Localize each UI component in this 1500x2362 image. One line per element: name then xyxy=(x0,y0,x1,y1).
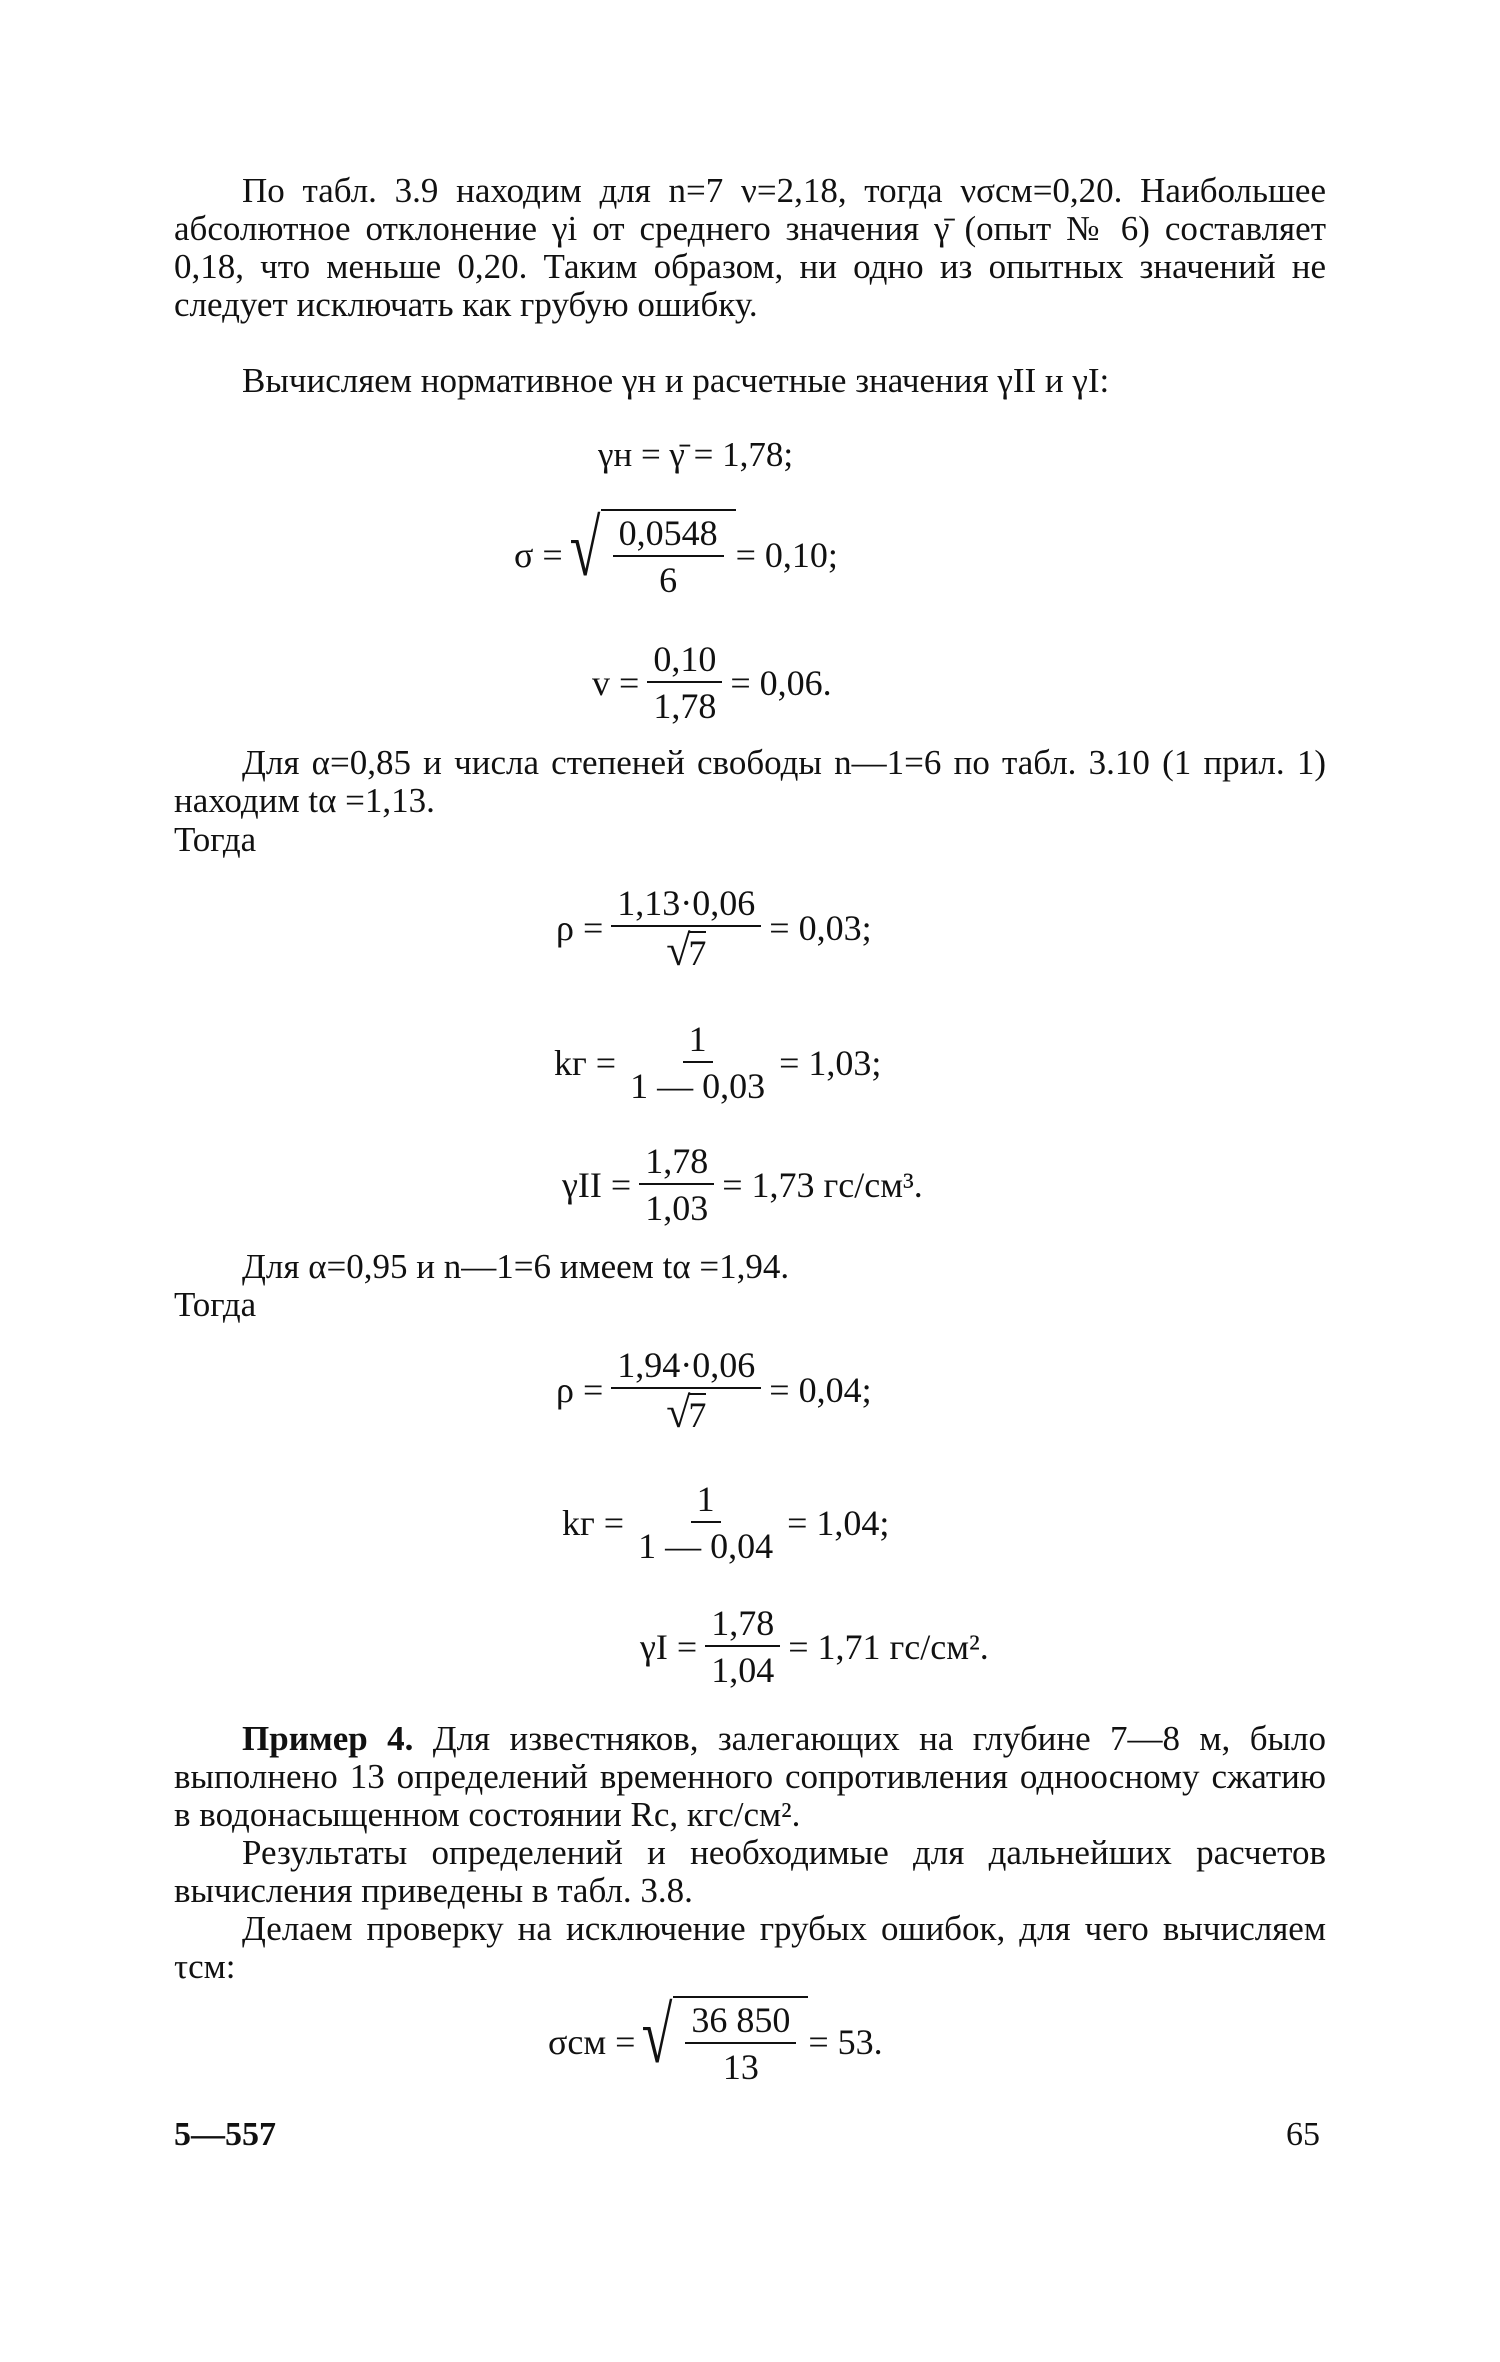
f8-lhs: kг = xyxy=(562,1503,625,1543)
f5-lhs: kг = xyxy=(554,1043,617,1083)
f9-lhs: γI = xyxy=(640,1627,698,1667)
formula-kg-2 xyxy=(562,1478,889,1568)
f4-rhs: = 0,03; xyxy=(769,908,872,948)
f10-den: 13 xyxy=(722,2047,759,2087)
f3-num: 0,10 xyxy=(647,639,722,683)
f8-den: 1 — 0,04 xyxy=(638,1526,774,1566)
paragraph-6: Результаты определений и необходимые для дальнейших расчетов вычисления приведены в табл. 3.8. xyxy=(174,1833,1326,1910)
f6-den: 1,03 xyxy=(645,1188,709,1228)
f7-lhs: ρ = xyxy=(556,1370,604,1410)
f10-rhs: = 53. xyxy=(808,2022,883,2062)
f8-num: 1 xyxy=(691,1479,721,1523)
f9-num: 1,78 xyxy=(705,1603,780,1647)
f10-lhs: σсм = xyxy=(548,2022,636,2062)
then-1: Тогда xyxy=(174,820,257,859)
f5-rhs: = 1,03; xyxy=(779,1043,882,1083)
f2-den: 6 xyxy=(659,560,678,600)
page-number: 65 xyxy=(1286,2116,1320,2153)
f4-lhs: ρ = xyxy=(556,908,604,948)
example-label: Пример 4. xyxy=(242,1719,414,1758)
f3-rhs: = 0,06. xyxy=(730,663,832,703)
formula-kg-1 xyxy=(554,1018,881,1108)
f10-num: 36 850 xyxy=(685,2000,796,2044)
paragraph-3: Для α=0,85 и числа степеней свободы n—1=6 по табл. 3.10 (1 прил. 1) находим tα =1,13. xyxy=(174,743,1326,820)
f7-num: 1,94·0,06 xyxy=(611,1345,761,1389)
f3-lhs: v = xyxy=(592,663,640,703)
formula-rho-1: ρ = $\frac{1,13\cdot 0,06}{√7}$ = 0,03; xyxy=(556,882,872,975)
f8-rhs: = 1,04; xyxy=(787,1503,890,1543)
f6-rhs: = 1,73 гс/см³. xyxy=(722,1165,923,1205)
formula-sigma-sm xyxy=(548,1992,883,2092)
f5-den: 1 — 0,03 xyxy=(630,1066,766,1106)
formula-rho-2: ρ = $\frac{1,94\cdot 0,06}{√7}$ = 0,04; xyxy=(556,1344,872,1437)
f7-rhs: = 0,04; xyxy=(769,1370,872,1410)
f3-den: 1,78 xyxy=(653,686,717,726)
paragraph-4: Для α=0,95 и n—1=6 имеем tα =1,94. xyxy=(242,1247,790,1286)
paragraph-7: Делаем проверку на исключение грубых ошибок, для чего вычисляем τсм: xyxy=(174,1909,1326,1986)
paragraph-1: По табл. 3.9 находим для n=7 ν=2,18, тогда νσсм=0,20. Наибольшее абсолютное отклонение γi от среднего значения γ̄ (опыт № 6) составляет 0,18, что меньше 0,20. Таким образом, ни одно из опытных значений не следует исключать как грубую ошибку. xyxy=(174,171,1326,324)
f2-rhs: = 0,10; xyxy=(735,535,838,575)
formula-gamma-i xyxy=(640,1602,989,1692)
f2-lhs: σ = xyxy=(514,535,563,575)
f4-num: 1,13·0,06 xyxy=(611,883,761,927)
f10-sqrt: √ $\frac{36 850}{13}$ xyxy=(635,1996,808,2088)
formula-v xyxy=(592,638,832,728)
formula-gamma-norm: γн = γ̄ = 1,78; xyxy=(598,435,794,474)
f2-num: 0,0548 xyxy=(613,513,724,557)
f6-num: 1,78 xyxy=(639,1141,714,1185)
f9-rhs: = 1,71 гс/см². xyxy=(788,1627,989,1667)
paragraph-5-text: Для известняков, залегающих на глубине 7—8 м, было выполнено 13 определений временного сопротивления одноосному сжатию в водонасыщенном состоянии Rс, кгс/см². xyxy=(174,1719,1326,1834)
then-2: Тогда xyxy=(174,1285,257,1324)
f4-den: 7 xyxy=(688,932,707,973)
f5-num: 1 xyxy=(683,1019,713,1063)
formula-gamma-ii xyxy=(562,1140,923,1230)
f6-lhs: γII = xyxy=(562,1165,632,1205)
f9-den: 1,04 xyxy=(711,1650,775,1690)
f7-den: 7 xyxy=(688,1394,707,1435)
formula-sigma xyxy=(514,505,838,605)
paragraph-5 xyxy=(174,1720,1326,1834)
f2-sqrt: √ $\frac{0,0548}{6}$ xyxy=(563,509,736,601)
paragraph-2: Вычисляем нормативное γн и расчетные значения γII и γI: xyxy=(242,361,1110,400)
footer-signature: 5—557 xyxy=(174,2116,276,2153)
